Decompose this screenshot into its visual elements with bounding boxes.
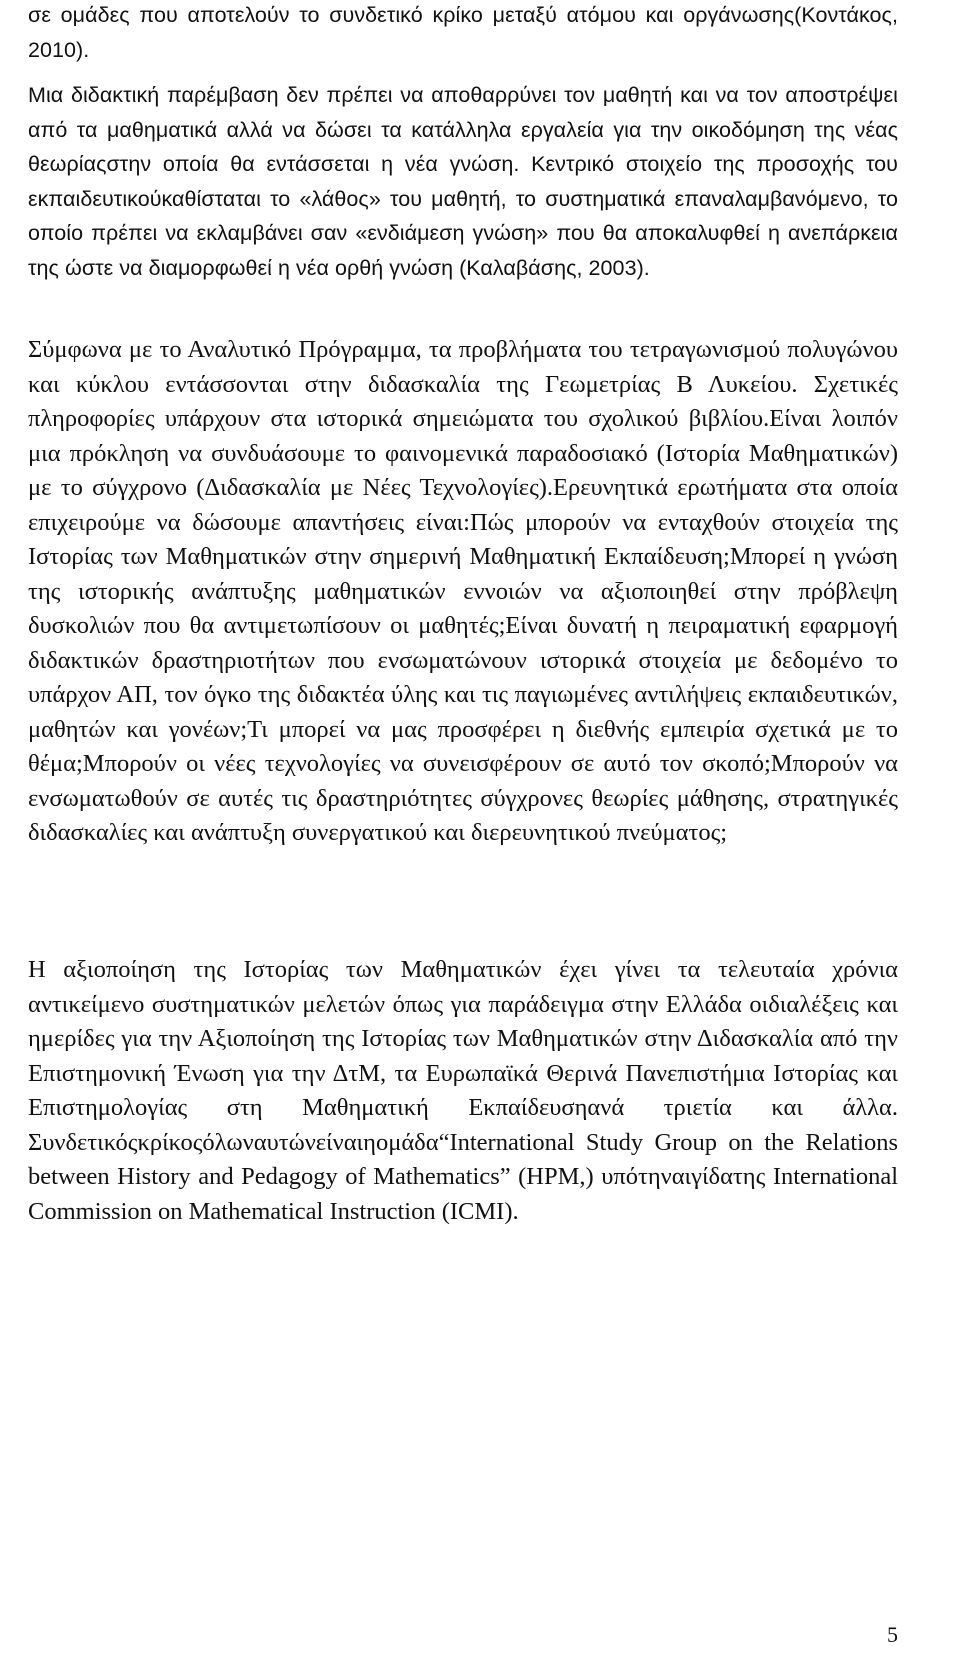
page-number: 5: [887, 1622, 898, 1647]
paragraph-research-questions: Σύμφωνα με το Αναλυτικό Πρόγραμμα, τα προβλήματα του τετραγωνισμού πολυγώνου και κύκλου εντάσσονται στην διδασκαλία της Γεωμετρίας Β Λυκείου. Σχετικές πληροφορίες υπάρχουν στα ιστορικά σημειώματα του σχολικού βιβλίου.Είναι λοιπόν μια πρόκληση να συνδυάσουμε το φαινομενικά παραδοσιακό (Ιστορία Μαθηματικών) με το σύγχρονο (Διδασκαλία με Νέες Τεχνολογίες).Ερευνητικά ερωτήματα στα οποία επιχειρούμε να δώσουμε απαντήσεις είναι:Πώς μπορούν να ενταχθούν στοιχεία της Ιστορίας των Μαθηματικών στην σημερινή Μαθηματική Εκπαίδευση;Μπορεί η γνώση της ιστορικής ανάπτυξης μαθηματικών εννοιών να αξιοποιηθεί στην πρόβλεψη δυσκολιών που θα αντιμετωπίσουν οι μαθητές;Είναι δυνατή η πειραματική εφαρμογή διδακτικών δραστηριοτήτων που ενσωματώνουν ιστορικά στοιχεία με δεδομένο το υπάρχον ΑΠ, τον όγκο της διδακτέα ύλης και τις παγιωμένες αντιλήψεις εκπαιδευτικών, μαθητών και γονέων;Τι μπορεί να μας προσφέρει η διεθνής εμπειρία σχετικά με το θέμα;Μπορούν οι νέες τεχνολογίες να συνεισφέρουν σε αυτό τον σκοπό;Μπορούν να ενσωματωθούν σε αυτές τις δραστηριότητες σύγχρονες θεωρίες μάθησης, στρατηγικές διδασκαλίες και ανάπτυξη συνεργατικού και διερευνητικού πνεύματος;: [28, 336, 898, 846]
paragraph-continuation: σε ομάδες που αποτελούν το συνδετικό κρίκο μεταξύ ατόμου και οργάνωσης(Κοντάκος, 2010).: [28, 3, 898, 62]
paragraph-history-of-mathematics: Η αξιοποίηση της Ιστορίας των Μαθηματικών έχει γίνει τα τελευταία χρόνια αντικείμενο συστηματικών μελετών όπως για παράδειγμα στην Ελλάδα οιδιαλέξεις και ημερίδες για την Αξιοποίηση της Ιστορίας των Μαθηματικών στην Διδασκαλία από την Επιστημονική Ένωση για την ΔτΜ, τα Ευρωπαϊκά Θερινά Πανεπιστήμια Ιστορίας και Επιστημολογίας στη Μαθηματική Εκπαίδευσηανά τριετία και άλλα. Συνδετικόςκρίκοςόλωναυτώνείναιηομάδα“International Study Group on the Relations between History and Pedagogy of Mathematics” (HPM,) υπότηναιγίδατης International Commission on Mathematical Instruction (ICMI).: [28, 956, 898, 1225]
paragraph-didactic-intervention: Μια διδακτική παρέμβαση δεν πρέπει να αποθαρρύνει τον μαθητή και να τον αποστρέψει από τα μαθηματικά αλλά να δώσει τα κατάλληλα εργαλεία για την οικοδόμηση της νέας θεωρίαςστην οποία θα εντάσσεται η νέα γνώση. Κεντρικό στοιχείο της προσοχής του εκπαιδευτικούκαθίσταται το «λάθος» του μαθητή, το συστηματικά επαναλαμβανόμενο, το οποίο πρέπει να εκλαμβάνει σαν «ενδιάμεση γνώση» που θα αποκαλυφθεί η ανεπάρκεια της ώστε να διαμορφωθεί η νέα ορθή γνώση (Καλαβάσης, 2003).: [28, 83, 898, 280]
